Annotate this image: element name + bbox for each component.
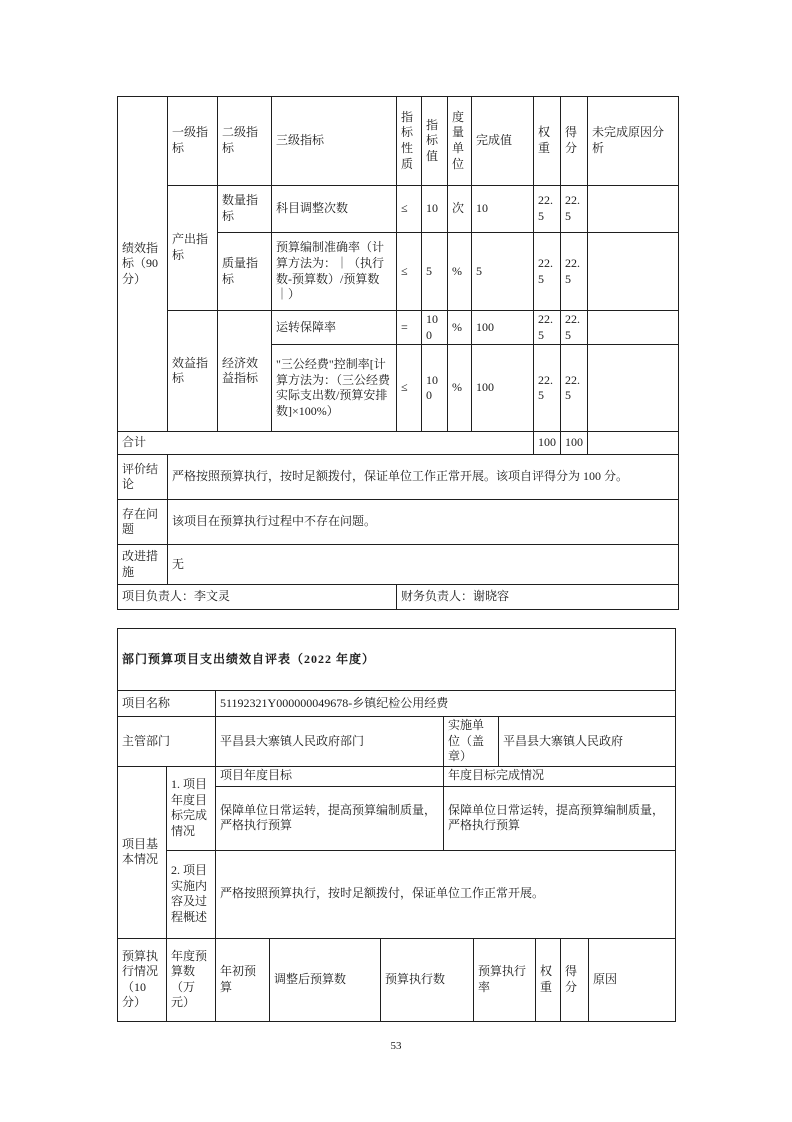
unit-cell: %: [448, 311, 472, 345]
done-header-cell: 年度目标完成情况: [444, 766, 676, 786]
conclusion-row: [118, 455, 679, 500]
level3-cell: 运转保障率: [272, 311, 397, 345]
level2-cell: 数量指标: [218, 186, 272, 233]
weight-cell: 22.5: [534, 233, 561, 311]
header-nature: 指标性质: [397, 97, 422, 186]
nature-cell: ≤: [397, 345, 422, 432]
title-row: [118, 629, 676, 691]
indicator-row: [118, 186, 679, 233]
finance-manager-cell: 财务负责人：谢晓容: [397, 585, 679, 610]
reason-header-cell: 原因: [589, 938, 676, 1021]
goal-header-cell: 项目年度目标: [216, 766, 444, 786]
level2-cell: 质量指标: [218, 233, 272, 311]
project-name-row: [118, 691, 676, 717]
total-score-cell: 100: [561, 432, 588, 455]
unit-cell: %: [448, 345, 472, 432]
target-cell: 5: [422, 233, 448, 311]
target-cell: 10: [422, 186, 448, 233]
weight-cell: 22.5: [534, 186, 561, 233]
adjusted-budget-cell: 调整后预算数: [270, 938, 381, 1021]
exec-rate-cell: 预算执行率: [474, 938, 536, 1021]
done-cell: 100: [472, 345, 534, 432]
self-evaluation-table: [117, 628, 676, 1022]
score-cell: 22.5: [561, 311, 588, 345]
unit-cell: %: [448, 233, 472, 311]
problems-text-cell: 该项目在预算执行过程中不存在问题。: [168, 500, 679, 545]
goal-text-cell: 保障单位日常运转，提高预算编制质量，严格执行预算: [216, 786, 444, 850]
reason-cell: [588, 345, 679, 432]
impl-value-cell: 平昌县大寨镇人民政府: [499, 717, 676, 767]
level1-cell: 产出指标: [168, 186, 218, 311]
project-name-value-cell: 51192321Y000000049678-乡镇纪检公用经费: [216, 691, 676, 717]
header-reason: 未完成原因分析: [588, 97, 679, 186]
dept-label-cell: 主管部门: [118, 717, 216, 767]
level3-cell: "三公经费"控制率[计算方法为：（三公经费实际支出数/预算安排数]×100%）: [272, 345, 397, 432]
empty-cell: [588, 432, 679, 455]
improve-label-cell: 改进措施: [118, 545, 168, 585]
initial-budget-cell: 年初预算: [216, 938, 270, 1021]
header-weight: 权重: [534, 97, 561, 186]
reason-cell: [588, 233, 679, 311]
level3-cell: 预算编制准确率（计算方法为：｜（执行数-预算数）/预算数｜）: [272, 233, 397, 311]
done-text-cell: 保障单位日常运转，提高预算编制质量，严格执行预算: [444, 786, 676, 850]
header-level1: 一级指标: [168, 97, 218, 186]
basic-info-label-cell: 项目基本情况: [118, 766, 167, 938]
total-weight-cell: 100: [534, 432, 561, 455]
performance-indicators-table: [117, 96, 679, 610]
dept-value-cell: 平昌县大寨镇人民政府部门: [216, 717, 444, 767]
weight-cell: 22.5: [534, 345, 561, 432]
table-title: 部门预算项目支出绩效自评表（2022 年度）: [118, 629, 676, 691]
done-cell: 10: [472, 186, 534, 233]
weight-header-cell: 权重: [536, 938, 561, 1021]
exec-amount-cell: 预算执行数: [381, 938, 474, 1021]
header-done: 完成值: [472, 97, 534, 186]
section2-label-cell: 2. 项目实施内容及过程概述: [167, 850, 216, 938]
header-level2: 二级指标: [218, 97, 272, 186]
unit-cell: 次: [448, 186, 472, 233]
conclusion-text-cell: 严格按照预算执行，按时足额拨付，保证单位工作正常开展。该项自评得分为 100 分。: [168, 455, 679, 500]
department-row: [118, 717, 676, 767]
nature-cell: =: [397, 311, 422, 345]
score-cell: 22.5: [561, 233, 588, 311]
score-cell: 22.5: [561, 186, 588, 233]
project-name-label-cell: 项目名称: [118, 691, 216, 717]
impl-label-cell: 实施单位（盖章）: [444, 717, 499, 767]
header-level3: 三级指标: [272, 97, 397, 186]
header-unit: 度量单位: [448, 97, 472, 186]
reason-cell: [588, 311, 679, 345]
total-row: [118, 432, 679, 455]
level2-cell: 经济效益指标: [218, 311, 272, 432]
page-number: 53: [390, 1040, 402, 1052]
budget-exec-label-cell: 预算执行情况（10分）: [118, 938, 167, 1021]
level1-cell: 效益指标: [168, 311, 218, 432]
annual-budget-cell: 年度预算数（万元）: [167, 938, 216, 1021]
section2-text-cell: 严格按照预算执行，按时足额拨付，保证单位工作正常开展。: [216, 850, 676, 938]
header-row: [118, 97, 679, 186]
signature-row: [118, 585, 679, 610]
project-manager-cell: 项目负责人：李文灵: [118, 585, 397, 610]
nature-cell: ≤: [397, 186, 422, 233]
indicator-row: [118, 311, 679, 345]
problems-label-cell: 存在问题: [118, 500, 168, 545]
header-score: 得分: [561, 97, 588, 186]
improve-text-cell: 无: [168, 545, 679, 585]
section1-label-cell: 1. 项目年度目标完成情况: [167, 766, 216, 850]
reason-cell: [588, 186, 679, 233]
total-label-cell: 合计: [118, 432, 534, 455]
score-cell: 22.5: [561, 345, 588, 432]
weight-cell: 22.5: [534, 311, 561, 345]
target-cell: 100: [422, 345, 448, 432]
improve-row: [118, 545, 679, 585]
target-cell: 100: [422, 311, 448, 345]
level3-cell: 科目调整次数: [272, 186, 397, 233]
problems-row: [118, 500, 679, 545]
budget-exec-header-row: [118, 938, 676, 1021]
goal-header-row: [118, 766, 676, 786]
conclusion-label-cell: 评价结论: [118, 455, 168, 500]
header-target: 指标值: [422, 97, 448, 186]
implementation-row: [118, 850, 676, 938]
nature-cell: ≤: [397, 233, 422, 311]
section-label-cell: 绩效指标（90分）: [118, 97, 168, 432]
done-cell: 100: [472, 311, 534, 345]
done-cell: 5: [472, 233, 534, 311]
score-header-cell: 得分: [561, 938, 589, 1021]
